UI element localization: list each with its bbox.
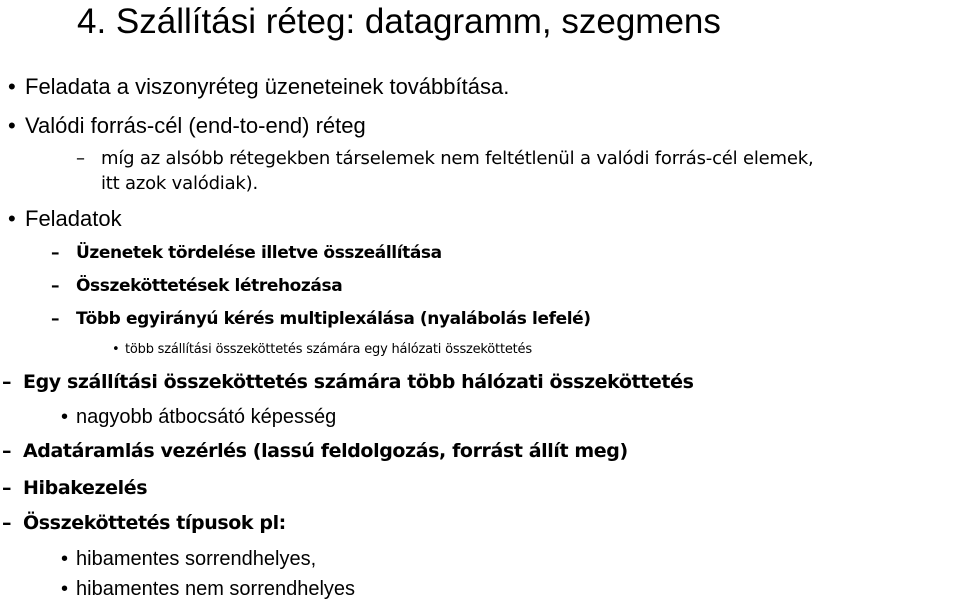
line-text: míg az alsóbb rétegekben társelemek nem feltétlenül a valódi forrás-cél elemek, [101,148,814,169]
dash-marker: – [2,371,12,393]
dash-marker: – [51,276,60,296]
line-text: hibamentes nem sorrendhelyes [76,578,356,600]
line-text: több szállítási összeköttetés számára egy hálózati összeköttetés [125,342,532,357]
dash-marker: – [2,512,12,534]
line-text: Egy szállítási összeköttetés számára több hálózati összeköttetés [23,371,694,393]
line-text: Összeköttetés típusok pl: [23,512,286,534]
line-text: nagyobb átbocsátó képesség [76,406,337,428]
line-text: itt azok valódiak). [101,173,258,194]
bullet-marker: • [61,406,69,428]
line-text: Hibakezelés [23,477,148,499]
line-text: Több egyirányú kérés multiplexálása (nyalábolás lefelé) [76,309,591,329]
dash-marker: – [2,440,12,462]
slide-title: 4. Szállítási réteg: datagramm, szegmens [77,2,721,41]
bullet-marker: • [61,578,69,600]
dash-marker: – [51,309,60,329]
line-text: Összeköttetések létrehozása [76,276,343,296]
line-text: Adatáramlás vezérlés (lassú feldolgozás, forrást állít meg) [23,440,628,462]
line-text: Feladata a viszonyréteg üzeneteinek továbbítása. [25,74,510,99]
bullet-marker: • [112,342,120,357]
bullet-marker: • [8,113,16,138]
bullet-marker: • [8,74,16,99]
dash-marker: – [76,148,85,169]
bullet-marker: • [61,548,69,570]
dash-marker: – [51,243,60,263]
line-text: Üzenetek tördelése illetve összeállítása [76,243,442,263]
line-text: Valódi forrás-cél (end-to-end) réteg [25,113,366,138]
dash-marker: – [2,477,12,499]
line-text: Feladatok [25,206,122,231]
bullet-marker: • [8,206,16,231]
line-text: hibamentes sorrendhelyes, [76,548,317,570]
